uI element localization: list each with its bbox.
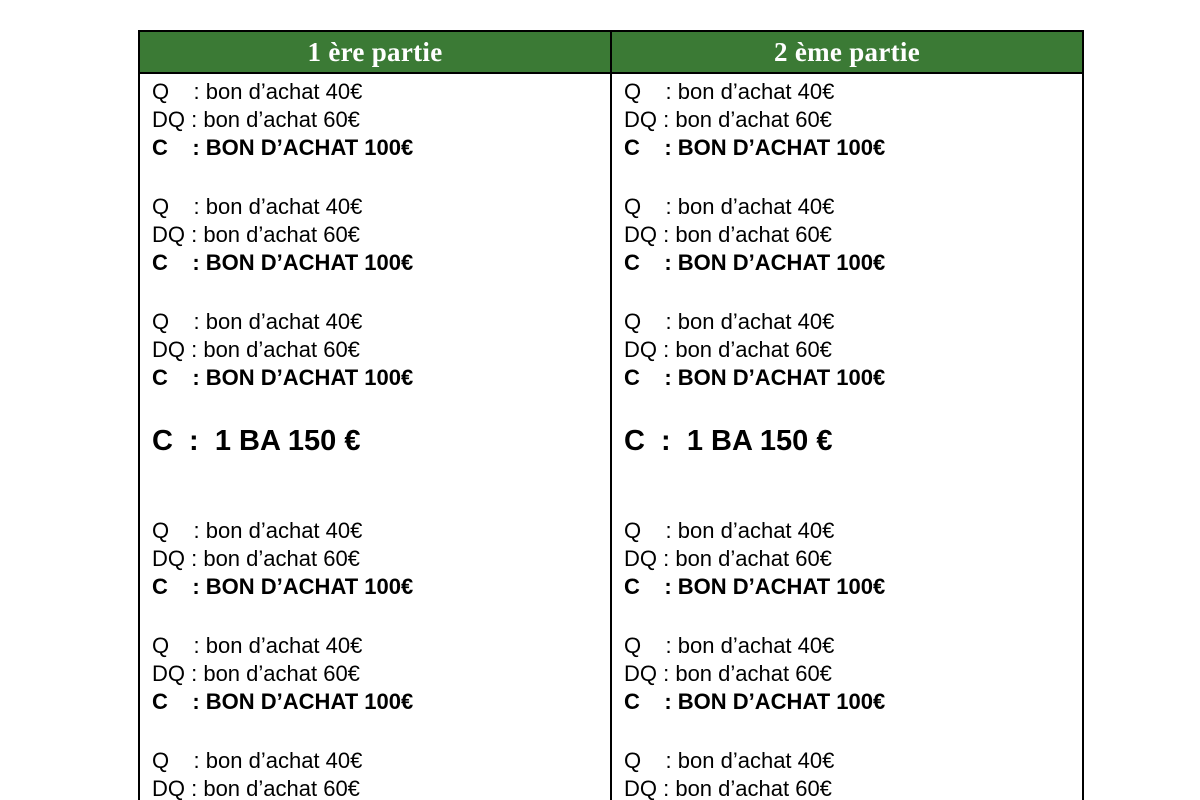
header-second-part: 2 ème partie [610, 32, 1082, 72]
prize-line-dq: DQ : bon d’achat 60€ [152, 222, 360, 247]
prize-line-dq: DQ : bon d’achat 60€ [152, 107, 360, 132]
prize-group [624, 747, 1082, 800]
prize-line-c: C : BON D’ACHAT 100€ [624, 689, 886, 714]
prize-table [138, 30, 1084, 800]
prize-group [152, 747, 610, 800]
prize-line-c: C : BON D’ACHAT 100€ [624, 574, 886, 599]
prize-line-q: Q : bon d’achat 40€ [624, 309, 835, 334]
prize-line-q: Q : bon d’achat 40€ [624, 194, 835, 219]
prize-line-dq: DQ : bon d’achat 60€ [624, 222, 832, 247]
second-part-column [610, 74, 1082, 800]
prize-group [152, 632, 610, 716]
prize-line-c: C : BON D’ACHAT 100€ [624, 250, 886, 275]
prize-line-q: Q : bon d’achat 40€ [152, 633, 363, 658]
table-header-row [140, 32, 1082, 74]
prize-line-q: Q : bon d’achat 40€ [624, 79, 835, 104]
prize-line-c: C : BON D’ACHAT 100€ [152, 135, 414, 160]
prize-group [152, 308, 610, 392]
prize-line-c: C : BON D’ACHAT 100€ [624, 135, 886, 160]
prize-line-dq: DQ : bon d’achat 60€ [624, 107, 832, 132]
prize-line-q: Q : bon d’achat 40€ [152, 309, 363, 334]
first-part-column [140, 74, 610, 800]
prize-line-q: Q : bon d’achat 40€ [152, 79, 363, 104]
prize-line-dq: DQ : bon d’achat 60€ [624, 661, 832, 686]
prize-group [624, 78, 1082, 162]
prize-line-dq: DQ : bon d’achat 60€ [152, 546, 360, 571]
prize-line-dq: DQ : bon d’achat 60€ [152, 661, 360, 686]
prize-group [152, 193, 610, 277]
prize-line-dq: DQ : bon d’achat 60€ [152, 337, 360, 362]
prize-line-q: Q : bon d’achat 40€ [624, 518, 835, 543]
header-first-part: 1 ère partie [307, 36, 443, 67]
special-prize-line: C : 1 BA 150 € [624, 425, 833, 457]
prize-line-q: Q : bon d’achat 40€ [624, 633, 835, 658]
prize-group [624, 517, 1082, 601]
prize-line-c: C : BON D’ACHAT 100€ [624, 365, 886, 390]
prize-group [624, 308, 1082, 392]
prize-line-q: Q : bon d’achat 40€ [152, 518, 363, 543]
prize-line-q: Q : bon d’achat 40€ [152, 194, 363, 219]
special-prize-line: C : 1 BA 150 € [152, 425, 361, 457]
prize-line-c: C : BON D’ACHAT 100€ [152, 365, 414, 390]
prize-group [152, 517, 610, 601]
prize-group [624, 193, 1082, 277]
prize-line-dq: DQ : bon d’achat 60€ [152, 776, 360, 800]
prize-line-dq: DQ : bon d’achat 60€ [624, 776, 832, 800]
prize-line-q: Q : bon d’achat 40€ [152, 748, 363, 773]
table-body-row [140, 74, 1082, 800]
prize-line-c: C : BON D’ACHAT 100€ [152, 250, 414, 275]
prize-line-c: C : BON D’ACHAT 100€ [152, 574, 414, 599]
prize-line-dq: DQ : bon d’achat 60€ [624, 546, 832, 571]
prize-line-dq: DQ : bon d’achat 60€ [624, 337, 832, 362]
prize-line-q: Q : bon d’achat 40€ [624, 748, 835, 773]
prize-line-c: C : BON D’ACHAT 100€ [152, 689, 414, 714]
prize-group [152, 78, 610, 162]
prize-group [624, 632, 1082, 716]
